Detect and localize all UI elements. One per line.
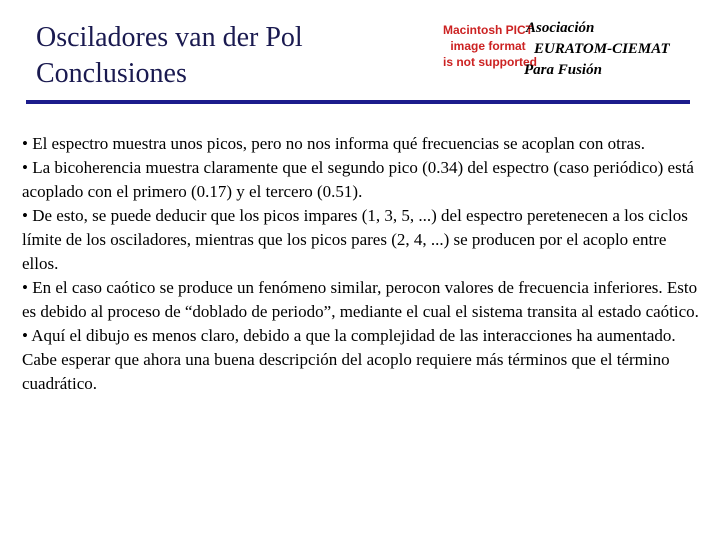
slide-title bbox=[36, 20, 303, 92]
bullet-item: • La bicoherencia muestra claramente que el segundo pico (0.34) del espectro (caso periódico) está acoplado con el primero (0.17) y el tercero (0.51). bbox=[22, 158, 694, 201]
bullet-list bbox=[22, 132, 702, 396]
pict-text-line-3: is not supported bbox=[443, 55, 537, 69]
org-line-3: Para Fusión bbox=[524, 62, 602, 78]
pict-text-line-1: Macintosh PICT bbox=[443, 23, 534, 37]
bullet-item: • El espectro muestra unos picos, pero no nos informa qué frecuencias se acoplan con otras. bbox=[22, 134, 645, 153]
pict-text-line-2: image format bbox=[450, 39, 526, 53]
bullet-item: • Aquí el dibujo es menos claro, debido a que la complejidad de las interacciones ha aumentado. Cabe esperar que ahora una buena descripción del acoplo requiere más términos que el término cuadrático. bbox=[22, 326, 676, 393]
org-line-2: EURATOM-CIEMAT bbox=[534, 41, 670, 57]
title-line-1: Osciladores van der Pol bbox=[36, 22, 303, 53]
org-line-1: Asociación bbox=[526, 20, 595, 36]
bullet-item: • En el caso caótico se produce un fenómeno similar, perocon valores de frecuencia inferiores. Esto es debido al proceso de “doblado de periodo”, mediante el cual el sistema transita al estado caótico. bbox=[22, 278, 699, 321]
header-divider bbox=[26, 100, 690, 104]
bullet-item: • De esto, se puede deducir que los picos impares (1, 3, 5, ...) del espectro peretenecen a los ciclos límite de los osciladores, mientras que los picos pares (2, 4, ...) se producen por el acoplo entre ellos. bbox=[22, 206, 688, 273]
title-line-2: Conclusiones bbox=[36, 58, 187, 89]
organization-label bbox=[520, 18, 670, 81]
